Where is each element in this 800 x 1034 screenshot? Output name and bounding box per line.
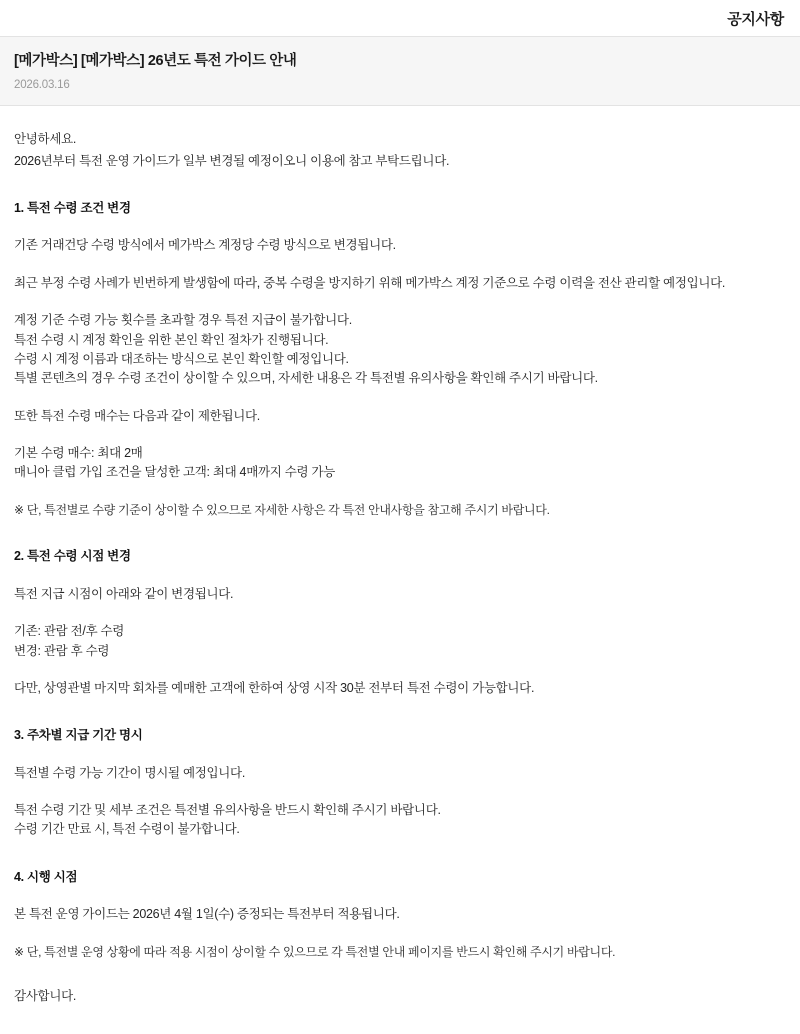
- section-1-paragraph-6: 특별 콘텐츠의 경우 수령 조건이 상이할 수 있으며, 자세한 내용은 각 특전별 유의사항을 확인해 주시기 바랍니다.: [14, 371, 598, 386]
- section-2-paragraph-2: 기존: 관람 전/후 수령: [14, 624, 125, 639]
- section-1: [14, 199, 786, 519]
- notice-content: [0, 106, 800, 1034]
- section-2: [14, 547, 786, 698]
- section-1-heading: 1. 특전 수령 조건 변경: [14, 201, 131, 216]
- greeting-text: 안녕하세요.: [14, 132, 77, 147]
- section-3-paragraph-3: 수령 기간 만료 시, 특전 수령이 불가합니다.: [14, 822, 240, 837]
- section-2-paragraph-3: 변경: 관람 후 수령: [14, 643, 110, 658]
- section-1-paragraph-8: 기본 수령 매수: 최대 2매: [14, 446, 143, 461]
- section-1-paragraph-7: 또한 특전 수령 매수는 다음과 같이 제한됩니다.: [14, 408, 260, 423]
- section-1-paragraph-3: 계정 기준 수령 가능 횟수를 초과할 경우 특전 지급이 불가합니다.: [14, 313, 352, 328]
- section-1-note: ※ 단, 특전별로 수량 기준이 상이할 수 있으므로 자세한 사항은 각 특전 안내사항을 참고해 주시기 바랍니다.: [14, 502, 550, 517]
- section-4-paragraph-1: 본 특전 운영 가이드는 2026년 4월 1일(수) 증정되는 특전부터 적용됩니다.: [14, 907, 400, 922]
- section-2-heading: 2. 특전 수령 시점 변경: [14, 549, 131, 564]
- section-3-paragraph-2: 특전 수령 기간 및 세부 조건은 특전별 유의사항을 반드시 확인해 주시기 바랍니다.: [14, 803, 441, 818]
- intro-text: 2026년부터 특전 운영 가이드가 일부 변경될 예정이오니 이용에 참고 부탁드립니다.: [14, 153, 450, 168]
- section-1-paragraph-5: 수령 시 계정 이름과 대조하는 방식으로 본인 확인할 예정입니다.: [14, 351, 349, 366]
- section-1-paragraph-9: 매니아 클럽 가입 조건을 달성한 고객: 최대 4매까지 수령 가능: [14, 465, 335, 480]
- notice-title: [메가박스] [메가박스] 26년도 특전 가이드 안내: [14, 53, 297, 69]
- section-1-paragraph-1: 기존 거래건당 수령 방식에서 메가박스 계정당 수령 방식으로 변경됩니다.: [14, 238, 396, 253]
- notice-date: 2026.03.16: [14, 79, 70, 92]
- page-title: 공지사항: [727, 10, 784, 28]
- section-3: [14, 726, 786, 840]
- closing-text: 감사합니다.: [14, 989, 77, 1004]
- section-4-heading: 4. 시행 시점: [14, 869, 78, 884]
- section-4-note: ※ 단, 특전별 운영 상황에 따라 적용 시점이 상이할 수 있으므로 각 특전별 안내 페이지를 반드시 확인해 주시기 바랍니다.: [14, 944, 616, 959]
- notice-header: [0, 36, 800, 106]
- header-bar: [0, 0, 800, 36]
- section-4: [14, 868, 786, 961]
- section-3-heading: 3. 주차별 지급 기간 명시: [14, 728, 143, 743]
- section-2-paragraph-4: 다만, 상영관별 마지막 회차를 예매한 고객에 한하여 상영 시작 30분 전부터 특전 수령이 가능합니다.: [14, 680, 535, 695]
- section-1-paragraph-4: 특전 수령 시 계정 확인을 위한 본인 확인 절차가 진행됩니다.: [14, 332, 329, 347]
- section-2-paragraph-1: 특전 지급 시점이 아래와 같이 변경됩니다.: [14, 586, 234, 601]
- section-1-paragraph-2: 최근 부정 수령 사례가 빈번하게 발생함에 따라, 중복 수령을 방지하기 위해 메가박스 계정 기준으로 수령 이력을 전산 관리할 예정입니다.: [14, 275, 726, 290]
- section-3-paragraph-1: 특전별 수령 가능 기간이 명시될 예정입니다.: [14, 765, 245, 780]
